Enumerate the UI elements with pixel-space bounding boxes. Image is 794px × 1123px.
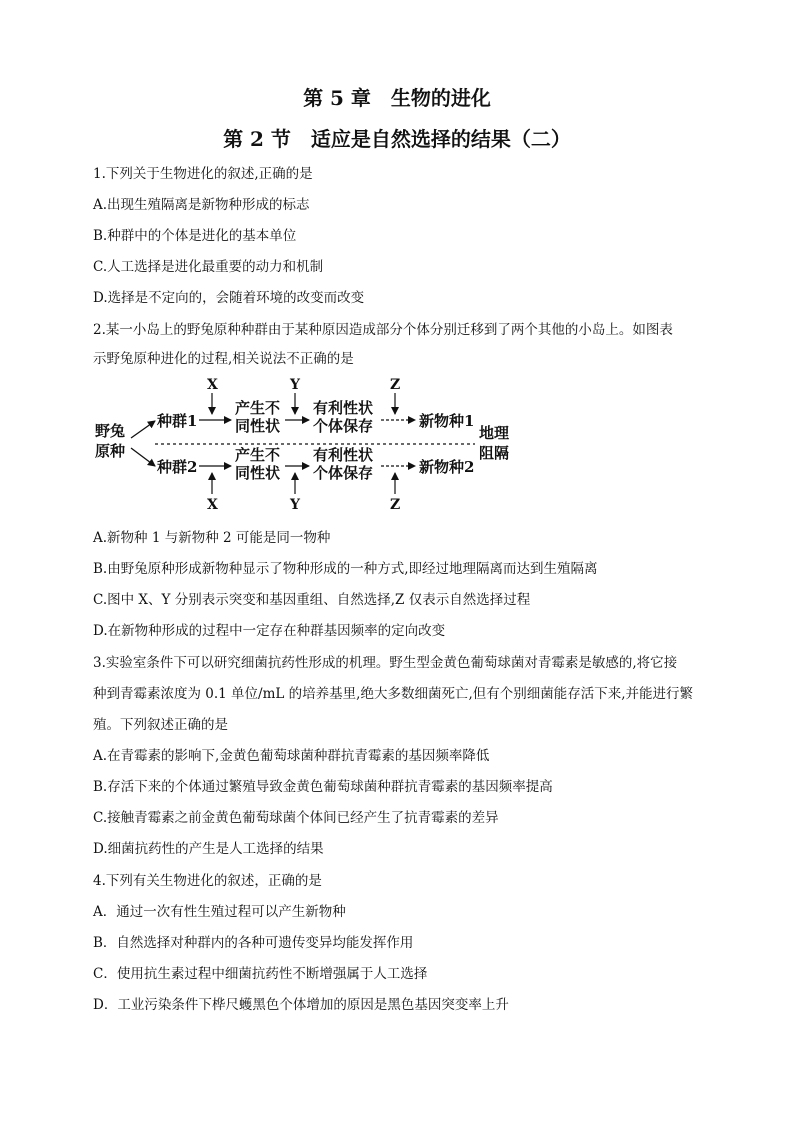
question-2-option-c: C.图中 X、Y 分别表示突变和基因重组、自然选择,Z 仅表示自然选择过程 xyxy=(93,592,531,608)
question-2-option-b: B.由野兔原种形成新物种显示了物种形成的一种方式,即经过地理隔离而达到生殖隔离 xyxy=(93,561,598,577)
diagram-variation-top-line-1: 产生不 xyxy=(235,399,281,417)
diagram-pop-1: 种群1 xyxy=(157,412,198,430)
question-2-option-d: D.在新物种形成的过程中一定存在种群基因频率的定向改变 xyxy=(93,623,446,639)
diagram-pop-2: 种群2 xyxy=(157,458,198,476)
question-4-stem: 4.下列有关生物进化的叙述，正确的是 xyxy=(93,873,322,889)
question-2-option-a: A.新物种 1 与新物种 2 可能是同一物种 xyxy=(93,530,331,546)
diagram-variation-bottom-line-2: 同性状 xyxy=(235,464,281,482)
diagram-keep-bottom-line-2: 个体保存 xyxy=(313,464,374,482)
question-3-option-a: A.在青霉素的影响下,金黄色葡萄球菌种群抗青霉素的基因频率降低 xyxy=(93,748,490,764)
question-4-option-a: A．通过一次有性生殖过程可以产生新物种 xyxy=(93,904,346,920)
label-z-bottom: Z xyxy=(390,497,401,512)
diagram-barrier-line-2: 阻隔 xyxy=(479,444,510,462)
label-x-top: X xyxy=(207,377,218,393)
question-3-option-b: B.存活下来的个体通过繁殖导致金黄色葡萄球菌种群抗青霉素的基因频率提高 xyxy=(93,779,553,795)
diagram-variation-top-line-2: 同性状 xyxy=(235,417,281,435)
branch-arrow-1 xyxy=(131,421,155,438)
diagram-new-species-2: 新物种2 xyxy=(419,458,475,476)
question-1-stem: 1.下列关于生物进化的叙述,正确的是 xyxy=(93,166,313,182)
diagram-keep-bottom-line-1: 有利性状 xyxy=(313,446,374,464)
question-2-stem-line-1: 2.某一小岛上的野兔原种种群由于某种原因造成部分个体分别迁移到了两个其他的小岛上。如图表 xyxy=(93,322,673,338)
diagram-origin-line-2: 原种 xyxy=(95,442,126,460)
label-z-top: Z xyxy=(390,377,401,393)
diagram-barrier-line-1: 地理 xyxy=(479,424,510,442)
question-3-stem-line-3: 殖。下列叙述正确的是 xyxy=(93,717,228,733)
question-1-option-d: D.选择是不定向的，会随着环境的改变而改变 xyxy=(93,290,365,306)
speciation-diagram xyxy=(93,376,523,512)
question-2-stem-line-2: 示野兔原种进化的过程,相关说法不正确的是 xyxy=(93,351,354,367)
question-1-option-c: C.人工选择是进化最重要的动力和机制 xyxy=(93,259,324,275)
diagram-keep-top-line-1: 有利性状 xyxy=(313,399,374,417)
diagram-keep-top-line-2: 个体保存 xyxy=(313,417,374,435)
chapter-title: 第 5 章 生物的进化 xyxy=(303,86,491,110)
question-3-stem-line-2: 种到青霉素浓度为 0.1 单位/mL 的培养基里,绝大多数细菌死亡,但有个别细菌能存活下来,并能进行繁 xyxy=(93,686,694,702)
branch-arrow-2 xyxy=(131,448,155,466)
question-3-option-c: C.接触青霉素之前金黄色葡萄球菌个体间已经产生了抗青霉素的差异 xyxy=(93,810,499,826)
label-y-bottom: Y xyxy=(290,497,300,512)
label-x-bottom: X xyxy=(207,497,218,512)
question-4-option-d: D．工业污染条件下桦尺蠖黑色个体增加的原因是黑色基因突变率上升 xyxy=(93,997,509,1013)
question-4-option-c: C．使用抗生素过程中细菌抗药性不断增强属于人工选择 xyxy=(93,966,428,982)
question-3-stem-line-1: 3.实验室条件下可以研究细菌抗药性形成的机理。野生型金黄色葡萄球菌对青霉素是敏感的,将它接 xyxy=(93,655,678,671)
question-3-option-d: D.细菌抗药性的产生是人工选择的结果 xyxy=(93,841,324,857)
diagram-new-species-1: 新物种1 xyxy=(419,412,475,430)
section-title: 第 2 节 适应是自然选择的结果（二） xyxy=(223,127,571,151)
question-4-option-b: B．自然选择对种群内的各种可遗传变异均能发挥作用 xyxy=(93,935,414,951)
question-1-option-b: B.种群中的个体是进化的基本单位 xyxy=(93,228,297,244)
diagram-variation-bottom-line-1: 产生不 xyxy=(235,446,281,464)
diagram-origin-line-1: 野兔 xyxy=(95,422,126,440)
question-1-option-a: A.出现生殖隔离是新物种形成的标志 xyxy=(93,197,310,213)
label-y-top: Y xyxy=(290,377,300,393)
